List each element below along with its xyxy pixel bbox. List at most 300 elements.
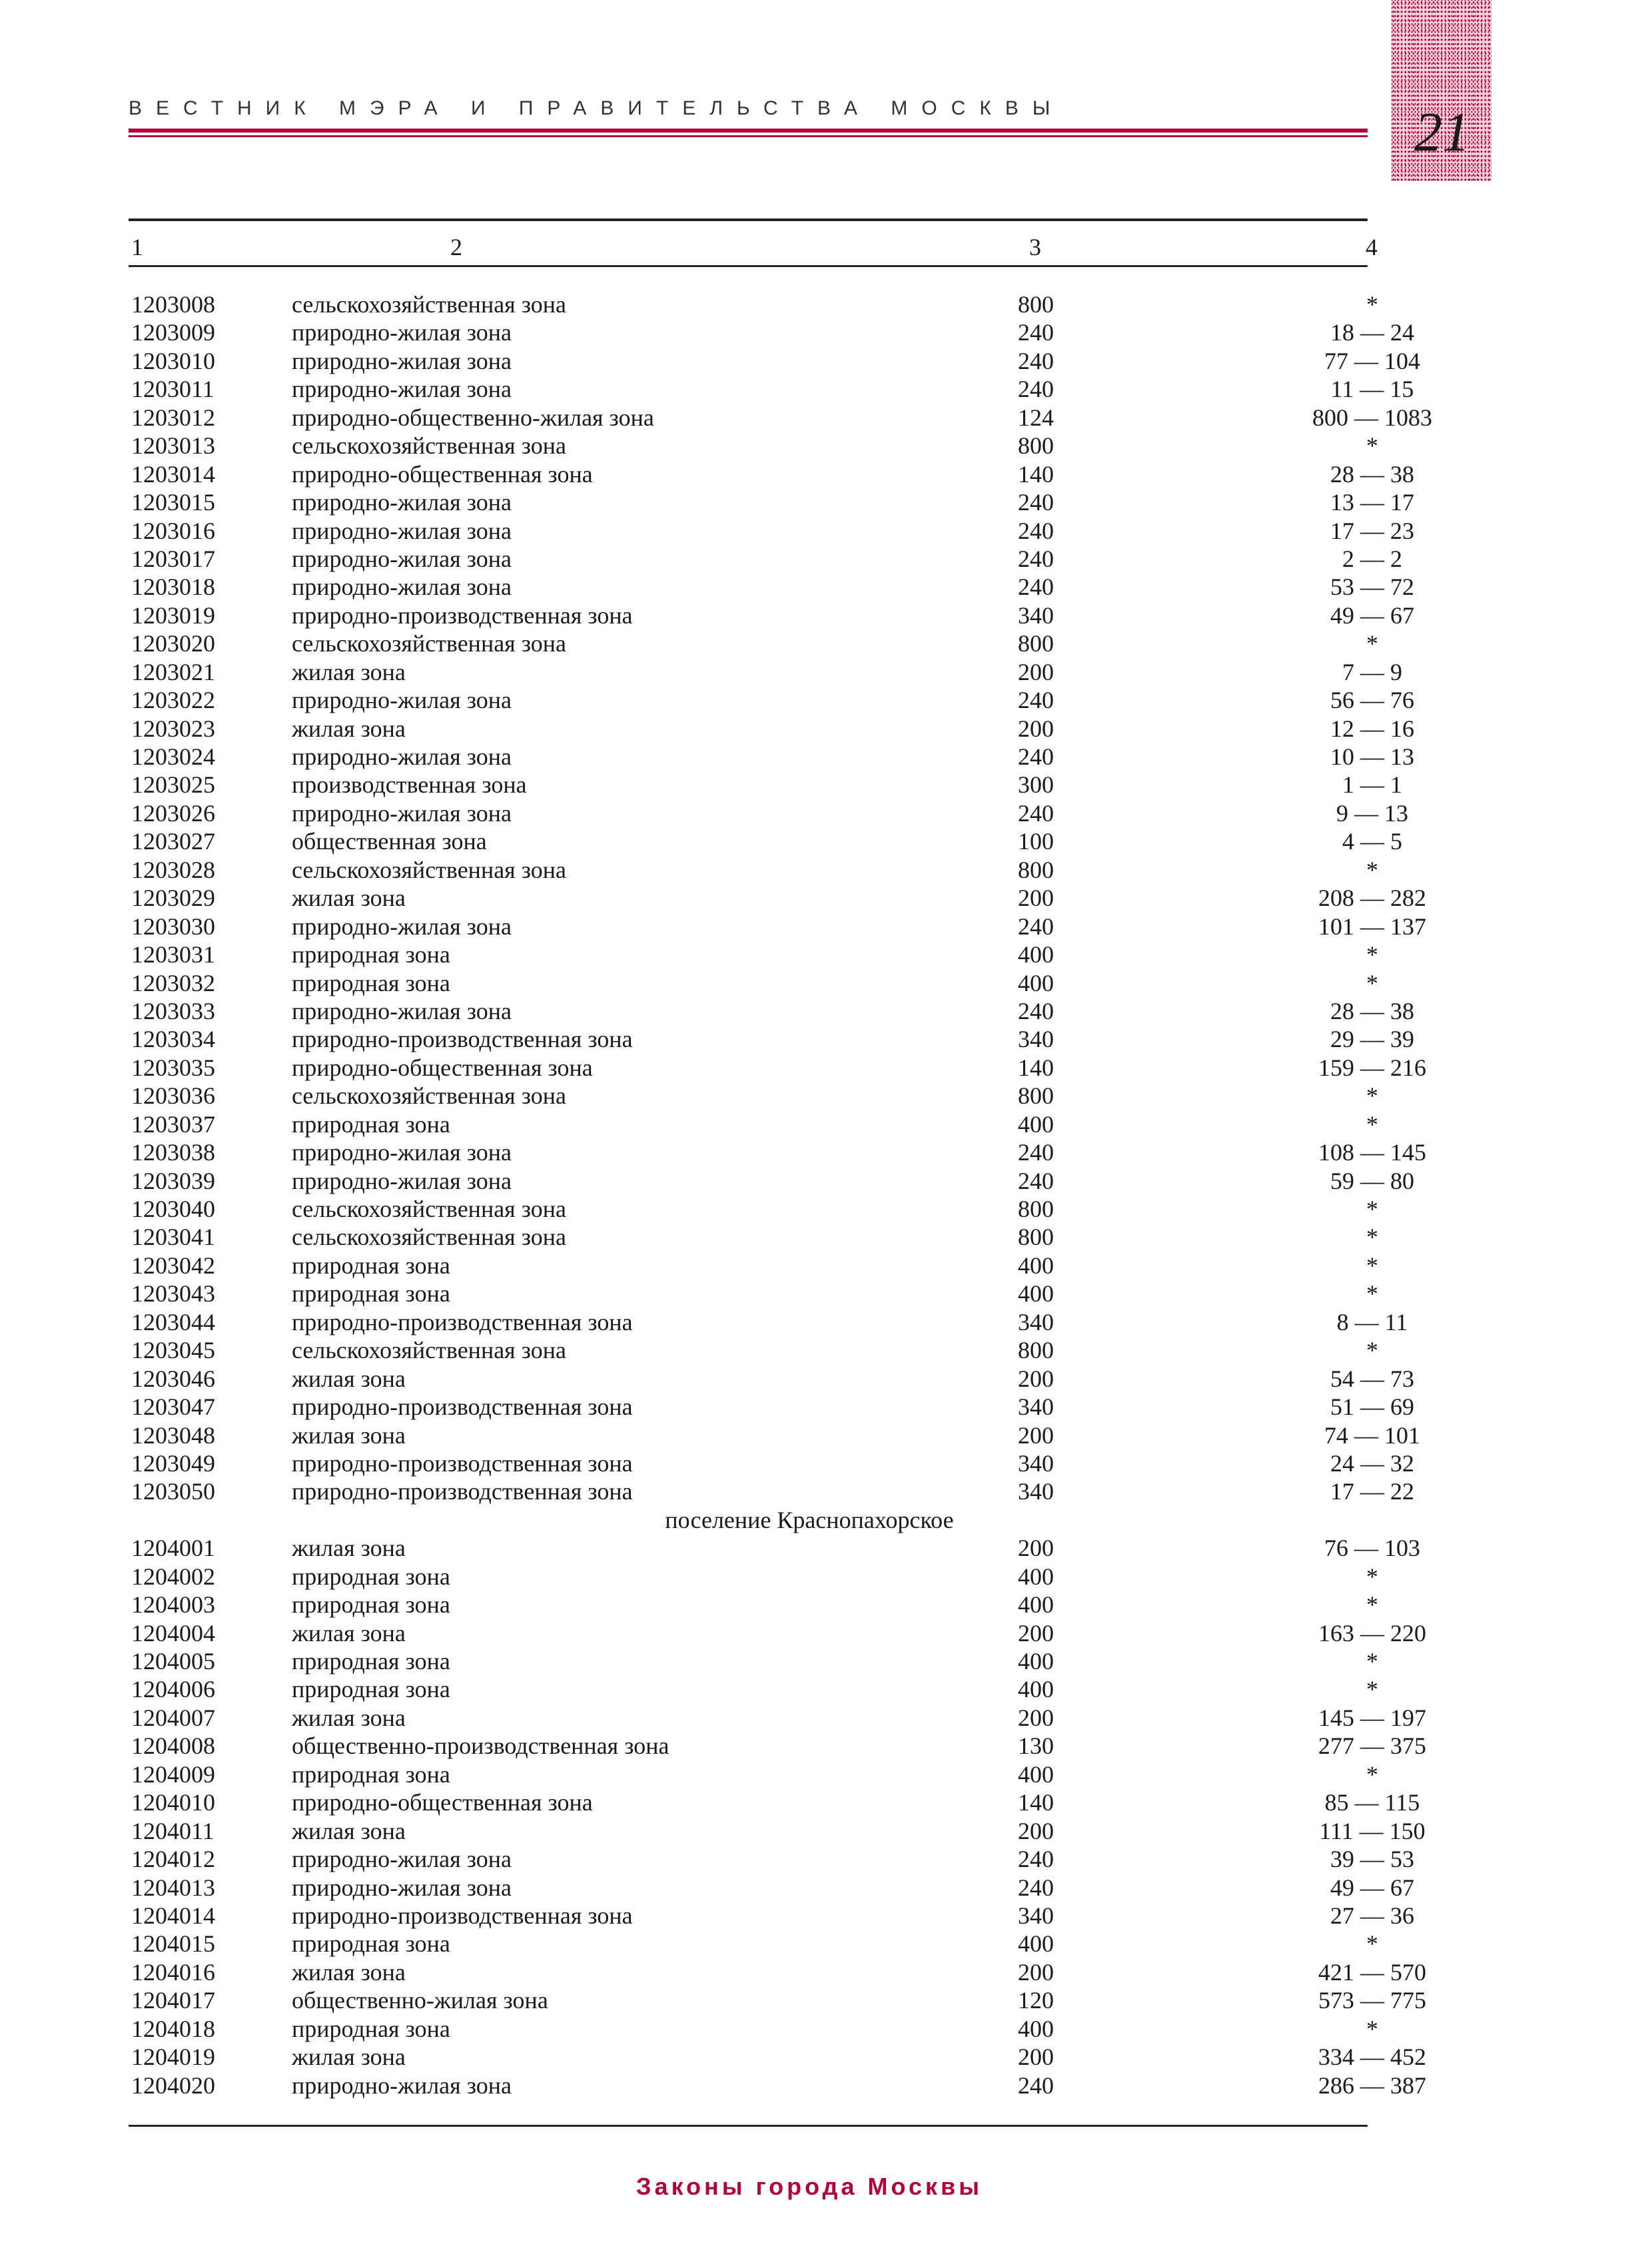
range-value: 56 — 76 <box>1330 687 1414 714</box>
range-value: * <box>1366 1224 1378 1251</box>
table-row <box>0 1675 1652 1703</box>
zone-type: природная зона <box>292 1563 450 1590</box>
table-row <box>0 404 1652 432</box>
table-row <box>0 601 1652 629</box>
zone-type: природно-жилая зона <box>292 743 512 770</box>
range-value: 9 — 13 <box>1336 799 1408 827</box>
header-rule-thin <box>129 135 1368 137</box>
rate-value: 240 <box>1018 913 1054 940</box>
rate-value: 800 <box>1018 1082 1054 1110</box>
zone-code: 1204012 <box>131 1846 215 1873</box>
rate-value: 240 <box>1018 1874 1054 1901</box>
zone-code: 1204011 <box>131 1817 214 1844</box>
zone-type: жилая зона <box>292 885 406 912</box>
zone-code: 1203012 <box>131 404 215 431</box>
table-row <box>0 1365 1652 1393</box>
range-value: 334 — 452 <box>1318 2044 1426 2071</box>
zone-code: 1204009 <box>131 1760 215 1788</box>
range-value: * <box>1366 1196 1378 1222</box>
rate-value: 240 <box>1018 743 1054 770</box>
rate-value: 400 <box>1018 1280 1054 1308</box>
zone-code: 1204019 <box>131 2044 215 2071</box>
table-row <box>0 1788 1652 1816</box>
range-value: 54 — 73 <box>1330 1365 1414 1392</box>
zone-code: 1204018 <box>131 2015 215 2042</box>
zone-code: 1204008 <box>131 1732 215 1760</box>
table-row <box>0 997 1652 1025</box>
range-value: 74 — 101 <box>1324 1421 1420 1449</box>
zone-code: 1203025 <box>131 771 215 799</box>
rate-value: 200 <box>1018 1619 1054 1647</box>
range-value: * <box>1366 1760 1378 1788</box>
zone-code: 1203041 <box>131 1224 215 1251</box>
zone-type: природная зона <box>292 1648 450 1675</box>
zone-code: 1204005 <box>131 1648 215 1675</box>
zone-type: природно-жилая зона <box>292 1139 512 1166</box>
range-value: * <box>1366 1591 1378 1619</box>
range-value: 208 — 282 <box>1318 885 1426 912</box>
table-row <box>0 1449 1652 1477</box>
rate-value: 240 <box>1018 545 1054 572</box>
zone-code: 1203021 <box>131 658 215 685</box>
table-row <box>0 488 1652 516</box>
zone-code: 1203039 <box>131 1167 215 1194</box>
zone-code: 1203014 <box>131 460 215 488</box>
range-value: * <box>1366 2015 1378 2042</box>
zone-code: 1203024 <box>131 743 215 770</box>
zone-type: природно-производственная зона <box>292 1449 633 1477</box>
rate-value: 240 <box>1018 997 1054 1024</box>
table-row <box>0 318 1652 346</box>
table-row <box>0 290 1652 318</box>
zone-type: природно-производственная зона <box>292 601 633 629</box>
zone-code: 1203026 <box>131 799 215 827</box>
rate-value: 800 <box>1018 1337 1054 1364</box>
zone-type: сельскохозяйственная зона <box>292 630 566 657</box>
rate-value: 240 <box>1018 1846 1054 1873</box>
zone-code: 1203043 <box>131 1280 215 1308</box>
table-row <box>0 1336 1652 1364</box>
rate-value: 240 <box>1018 347 1054 374</box>
range-value: 59 — 80 <box>1330 1167 1414 1194</box>
table-row <box>0 856 1652 884</box>
zone-type: природно-жилая зона <box>292 517 512 544</box>
rate-value: 800 <box>1018 291 1054 318</box>
range-value: 76 — 103 <box>1324 1535 1420 1562</box>
zone-code: 1203029 <box>131 885 215 912</box>
range-value: * <box>1366 969 1378 996</box>
table-row <box>0 1138 1652 1166</box>
zone-code: 1204004 <box>131 1619 215 1647</box>
column-header-1: 1 <box>131 234 143 260</box>
range-value: * <box>1366 1082 1378 1110</box>
zone-code: 1203038 <box>131 1139 215 1166</box>
zone-type: сельскохозяйственная зона <box>292 1196 566 1222</box>
table-row <box>0 1054 1652 1082</box>
rate-value: 340 <box>1018 1449 1054 1477</box>
range-value: 286 — 387 <box>1318 2071 1426 2099</box>
rate-value: 200 <box>1018 885 1054 912</box>
zone-type: сельскохозяйственная зона <box>292 291 566 318</box>
zone-code: 1203030 <box>131 913 215 940</box>
range-value: 2 — 2 <box>1342 545 1402 572</box>
rate-value: 200 <box>1018 1421 1054 1449</box>
table-row <box>0 1421 1652 1449</box>
zone-code: 1204020 <box>131 2071 215 2099</box>
zone-code: 1203046 <box>131 1365 215 1392</box>
zone-type: природная зона <box>292 1930 450 1958</box>
rate-value: 240 <box>1018 376 1054 403</box>
range-value: 24 — 32 <box>1330 1449 1414 1477</box>
table-header-rule <box>129 265 1368 267</box>
range-value: 13 — 17 <box>1330 489 1414 516</box>
zone-type: природно-жилая зона <box>292 997 512 1024</box>
zone-type: природно-жилая зона <box>292 489 512 516</box>
zone-code: 1204003 <box>131 1591 215 1619</box>
rate-value: 200 <box>1018 1365 1054 1392</box>
rate-value: 800 <box>1018 630 1054 657</box>
zone-type: природно-производственная зона <box>292 1478 633 1505</box>
zone-code: 1204017 <box>131 1987 215 2014</box>
range-value: * <box>1366 630 1378 657</box>
rate-value: 400 <box>1018 1563 1054 1590</box>
rate-value: 240 <box>1018 799 1054 827</box>
table-row <box>0 629 1652 657</box>
range-value: 800 — 1083 <box>1312 404 1432 431</box>
zone-type: природно-жилая зона <box>292 545 512 572</box>
range-value: 77 — 104 <box>1324 347 1420 374</box>
zone-code: 1204010 <box>131 1789 215 1816</box>
rate-value: 800 <box>1018 432 1054 460</box>
rate-value: 340 <box>1018 1308 1054 1335</box>
rate-value: 400 <box>1018 1930 1054 1958</box>
rate-value: 340 <box>1018 1393 1054 1421</box>
zone-type: природно-общественно-жилая зона <box>292 404 654 431</box>
zone-code: 1203010 <box>131 347 215 374</box>
rate-value: 400 <box>1018 1591 1054 1619</box>
zone-type: природно-производственная зона <box>292 1902 633 1929</box>
rate-value: 100 <box>1018 828 1054 855</box>
table-row <box>0 884 1652 912</box>
table-row <box>0 1619 1652 1647</box>
zone-type: жилая зона <box>292 658 406 685</box>
zone-code: 1204007 <box>131 1704 215 1731</box>
zone-code: 1203022 <box>131 687 215 714</box>
rate-value: 400 <box>1018 1676 1054 1703</box>
table-row <box>0 1986 1652 2014</box>
range-value: 163 — 220 <box>1318 1619 1426 1647</box>
table-row <box>0 686 1652 714</box>
table-row <box>0 1760 1652 1788</box>
section-heading: поселение Краснопахорское <box>665 1506 954 1533</box>
rate-value: 140 <box>1018 1054 1054 1081</box>
rate-value: 800 <box>1018 856 1054 883</box>
rate-value: 140 <box>1018 1789 1054 1816</box>
rate-value: 400 <box>1018 969 1054 996</box>
table-row <box>0 1647 1652 1675</box>
range-value: * <box>1366 1648 1378 1675</box>
range-value: 49 — 67 <box>1330 1874 1414 1901</box>
zone-type: сельскохозяйственная зона <box>292 1337 566 1364</box>
zone-code: 1203019 <box>131 601 215 629</box>
table-row <box>0 1958 1652 1986</box>
zone-code: 1203011 <box>131 376 214 403</box>
table-row <box>0 940 1652 968</box>
zone-type: природная зона <box>292 1760 450 1788</box>
range-value: 49 — 67 <box>1330 601 1414 629</box>
range-value: 29 — 39 <box>1330 1026 1414 1053</box>
rate-value: 340 <box>1018 1478 1054 1505</box>
table-row <box>0 658 1652 686</box>
range-value: 573 — 775 <box>1318 1987 1426 2014</box>
rate-value: 400 <box>1018 941 1054 968</box>
table-row <box>0 460 1652 488</box>
zone-code: 1203031 <box>131 941 215 968</box>
zone-code: 1203008 <box>131 291 215 318</box>
zone-type: природная зона <box>292 1110 450 1138</box>
range-value: 8 — 11 <box>1336 1308 1408 1335</box>
zone-code: 1204015 <box>131 1930 215 1958</box>
table-row <box>0 1874 1652 1902</box>
zone-type: природная зона <box>292 1676 450 1703</box>
table-row <box>0 827 1652 855</box>
column-header-4: 4 <box>1366 234 1378 260</box>
table-row <box>0 2071 1652 2099</box>
zone-code: 1203032 <box>131 969 215 996</box>
table-row <box>0 347 1652 375</box>
range-value: 159 — 216 <box>1318 1054 1426 1081</box>
zone-code: 1203050 <box>131 1478 215 1505</box>
zone-code: 1203040 <box>131 1196 215 1222</box>
rate-value: 200 <box>1018 2044 1054 2071</box>
range-value: * <box>1366 1563 1378 1590</box>
rate-value: 400 <box>1018 1760 1054 1788</box>
table-row <box>0 1817 1652 1845</box>
table-row <box>0 1280 1652 1308</box>
range-value: * <box>1366 1676 1378 1703</box>
range-value: 28 — 38 <box>1330 997 1414 1024</box>
zone-code: 1203035 <box>131 1054 215 1081</box>
range-value: * <box>1366 856 1378 883</box>
zone-type: природно-жилая зона <box>292 319 512 346</box>
zone-type: природно-жилая зона <box>292 799 512 827</box>
range-value: * <box>1366 1337 1378 1364</box>
range-value: 101 — 137 <box>1318 913 1426 940</box>
zone-code: 1203042 <box>131 1252 215 1279</box>
zone-type: природная зона <box>292 2015 450 2042</box>
range-value: 39 — 53 <box>1330 1846 1414 1873</box>
rate-value: 400 <box>1018 1648 1054 1675</box>
zone-type: природная зона <box>292 941 450 968</box>
table-row <box>0 2043 1652 2071</box>
zone-type: жилая зона <box>292 1619 406 1647</box>
zone-type: природно-общественная зона <box>292 460 593 488</box>
rate-value: 240 <box>1018 687 1054 714</box>
zone-code: 1203015 <box>131 489 215 516</box>
rate-value: 240 <box>1018 573 1054 601</box>
rate-value: 240 <box>1018 1139 1054 1166</box>
rate-value: 200 <box>1018 1535 1054 1562</box>
zone-type: природно-жилая зона <box>292 1167 512 1194</box>
range-value: * <box>1366 1110 1378 1138</box>
zone-code: 1204016 <box>131 1958 215 1986</box>
range-value: 28 — 38 <box>1330 460 1414 488</box>
range-value: 17 — 23 <box>1330 517 1414 544</box>
zone-code: 1203047 <box>131 1393 215 1421</box>
zone-type: сельскохозяйственная зона <box>292 1224 566 1251</box>
range-value: 4 — 5 <box>1342 828 1402 855</box>
zone-code: 1203033 <box>131 997 215 1024</box>
header-rule-thick <box>129 129 1368 133</box>
range-value: 277 — 375 <box>1318 1732 1426 1760</box>
footer-section-title: Законы города Москвы <box>636 2173 983 2200</box>
range-value: 17 — 22 <box>1330 1478 1414 1505</box>
zone-type: сельскохозяйственная зона <box>292 856 566 883</box>
table-row <box>0 1930 1652 1958</box>
page-number: 21 <box>1414 101 1470 163</box>
table-row <box>0 1477 1652 1505</box>
table-row <box>0 1195 1652 1223</box>
table-row <box>0 1591 1652 1619</box>
rate-value: 340 <box>1018 1902 1054 1929</box>
table-row <box>0 1025 1652 1053</box>
zone-code: 1203020 <box>131 630 215 657</box>
rate-value: 240 <box>1018 1167 1054 1194</box>
range-value: 111 — 150 <box>1319 1817 1426 1844</box>
zone-type: природно-производственная зона <box>292 1026 633 1053</box>
range-value: * <box>1366 291 1378 318</box>
rate-value: 400 <box>1018 1110 1054 1138</box>
zone-code: 1204002 <box>131 1563 215 1590</box>
rate-value: 240 <box>1018 489 1054 516</box>
zone-type: природно-жилая зона <box>292 1846 512 1873</box>
zone-type: природная зона <box>292 1252 450 1279</box>
table-row <box>0 1223 1652 1251</box>
table-row <box>0 1845 1652 1873</box>
table-row <box>0 1167 1652 1195</box>
zone-code: 1203036 <box>131 1082 215 1110</box>
table-row <box>0 1704 1652 1732</box>
range-value: 1 — 1 <box>1342 771 1402 799</box>
rate-value: 340 <box>1018 1026 1054 1053</box>
zone-type: производственная зона <box>292 771 527 799</box>
zone-code: 1203044 <box>131 1308 215 1335</box>
rate-value: 300 <box>1018 771 1054 799</box>
rate-value: 800 <box>1018 1196 1054 1222</box>
range-value: 11 — 15 <box>1330 376 1414 403</box>
range-value: * <box>1366 941 1378 968</box>
rate-value: 124 <box>1018 404 1054 431</box>
rate-value: 200 <box>1018 1958 1054 1986</box>
rate-value: 120 <box>1018 1987 1054 2014</box>
range-value: 7 — 9 <box>1342 658 1402 685</box>
zone-type: природная зона <box>292 969 450 996</box>
table-row <box>0 1732 1652 1760</box>
range-value: * <box>1366 1252 1378 1279</box>
zone-type: жилая зона <box>292 1365 406 1392</box>
table-row <box>0 1252 1652 1280</box>
zone-type: жилая зона <box>292 715 406 742</box>
zone-code: 1203048 <box>131 1421 215 1449</box>
table-row <box>0 375 1652 403</box>
range-value: * <box>1366 1930 1378 1958</box>
range-value: 27 — 36 <box>1330 1902 1414 1929</box>
column-header-3: 3 <box>1029 234 1041 260</box>
range-value: 18 — 24 <box>1330 319 1414 346</box>
table-row <box>0 517 1652 545</box>
section-heading-row <box>0 1506 1652 1534</box>
table-row <box>0 573 1652 601</box>
zone-type: природно-жилая зона <box>292 573 512 601</box>
zone-code: 1203013 <box>131 432 215 460</box>
table-row <box>0 1308 1652 1336</box>
zone-type: природно-жилая зона <box>292 913 512 940</box>
journal-title: ВЕСТНИК МЭРА И ПРАВИТЕЛЬСТВА МОСКВЫ <box>129 97 1064 119</box>
rate-value: 140 <box>1018 460 1054 488</box>
table-row <box>0 715 1652 743</box>
table-row <box>0 913 1652 940</box>
zone-type: природно-производственная зона <box>292 1308 633 1335</box>
table-row <box>0 1902 1652 1930</box>
rate-value: 240 <box>1018 517 1054 544</box>
zone-type: природная зона <box>292 1591 450 1619</box>
table-bottom-rule <box>129 2125 1368 2127</box>
rate-value: 400 <box>1018 1252 1054 1279</box>
table-row <box>0 1110 1652 1138</box>
table-row <box>0 432 1652 460</box>
zone-type: общественно-жилая зона <box>292 1987 548 2014</box>
zone-type: жилая зона <box>292 1958 406 1986</box>
zone-code: 1204014 <box>131 1902 215 1929</box>
rate-value: 130 <box>1018 1732 1054 1760</box>
table-top-rule <box>129 218 1368 221</box>
table-row <box>0 1534 1652 1562</box>
rate-value: 400 <box>1018 2015 1054 2042</box>
table-row <box>0 2015 1652 2043</box>
zone-code: 1203017 <box>131 545 215 572</box>
zone-type: сельскохозяйственная зона <box>292 1082 566 1110</box>
zone-code: 1203009 <box>131 319 215 346</box>
table-body <box>0 290 1652 2099</box>
zone-type: природно-жилая зона <box>292 376 512 403</box>
table-row <box>0 799 1652 827</box>
zone-type: природно-жилая зона <box>292 2071 512 2099</box>
range-value: 51 — 69 <box>1330 1393 1414 1421</box>
zone-type: жилая зона <box>292 2044 406 2071</box>
zone-type: жилая зона <box>292 1704 406 1731</box>
zone-code: 1203049 <box>131 1449 215 1477</box>
table-row <box>0 969 1652 997</box>
rate-value: 800 <box>1018 1224 1054 1251</box>
zone-type: жилая зона <box>292 1421 406 1449</box>
zone-type: природно-жилая зона <box>292 1874 512 1901</box>
zone-type: природно-общественная зона <box>292 1789 593 1816</box>
rate-value: 200 <box>1018 715 1054 742</box>
column-header-2: 2 <box>450 234 462 260</box>
range-value: 10 — 13 <box>1330 743 1414 770</box>
table-row <box>0 1563 1652 1591</box>
table-row <box>0 545 1652 573</box>
rate-value: 240 <box>1018 319 1054 346</box>
rate-value: 200 <box>1018 1817 1054 1844</box>
zone-type: природно-общественная зона <box>292 1054 593 1081</box>
zone-code: 1203034 <box>131 1026 215 1053</box>
range-value: 421 — 570 <box>1318 1958 1426 1986</box>
zone-code: 1203027 <box>131 828 215 855</box>
zone-type: общественная зона <box>292 828 487 855</box>
rate-value: 200 <box>1018 658 1054 685</box>
zone-type: природно-производственная зона <box>292 1393 633 1421</box>
